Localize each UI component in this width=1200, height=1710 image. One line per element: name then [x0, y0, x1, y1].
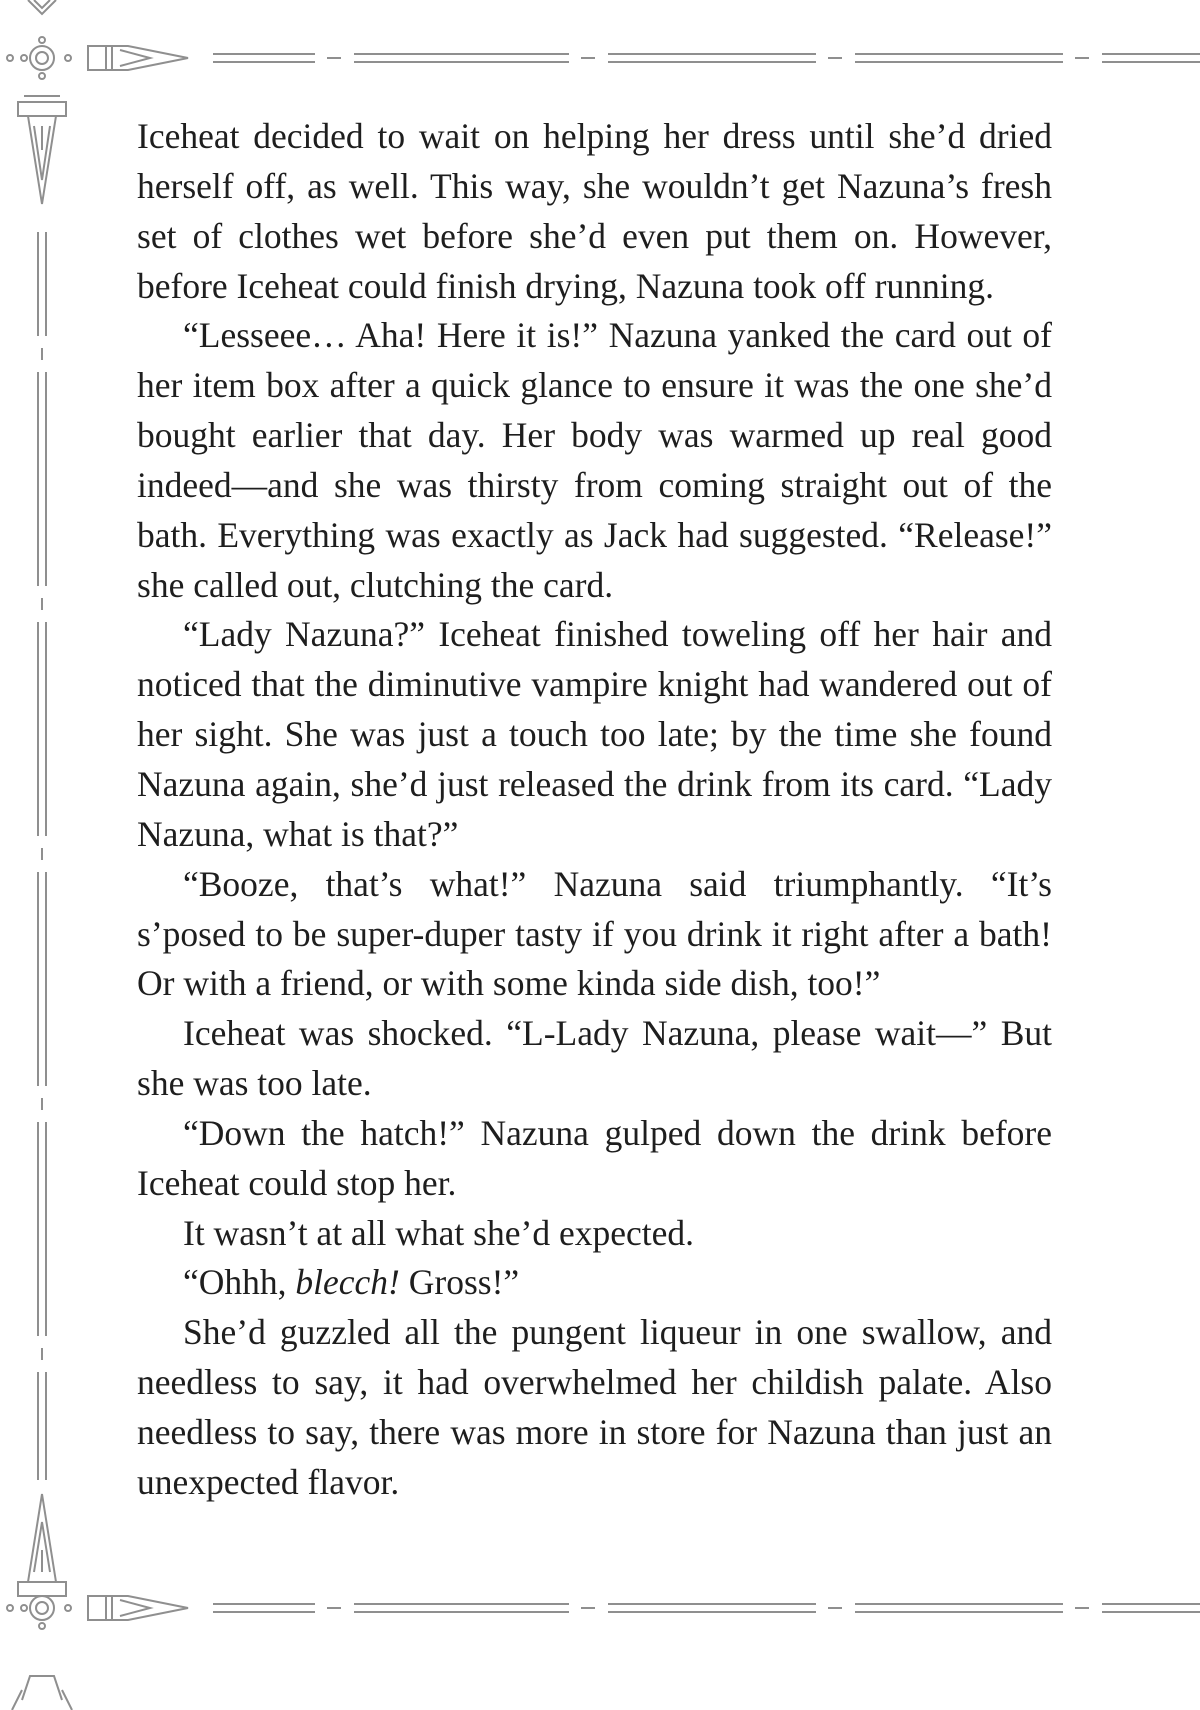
- paragraph: “Booze, that’s what!” Nazuna said triumphantly. “It’s s’posed to be super-duper tasty if you drink it right after a bath! Or with a friend, or with some kinda side dish, too!”: [137, 863, 1052, 1004]
- emphasized-word: blecch!: [295, 1262, 400, 1303]
- paragraph: “Lady Nazuna?” Iceheat finished toweling off her hair and noticed that the diminutive vampire knight had wandered out of her sight. She was just a touch too late; by the time she found Nazuna again, she’d just released the drink from its card. “Lady Nazuna, what is that?”: [137, 614, 1052, 854]
- bottom-left-ornament: [7, 1494, 188, 1710]
- paragraph: [137, 1258, 1052, 1308]
- paragraph: She’d guzzled all the pungent liqueur in one swallow, and needless to say, it had overwhelmed her childish palate. Also needless to say, there was more in store for Nazuna than just an unexpected flavor.: [137, 1312, 1052, 1502]
- paragraph: “Lesseee… Aha! Here it is!” Nazuna yanked the card out of her item box after a quick glance to ensure it was the one she’d bought earlier that day. Her body was warmed up real good indeed—and she was thirsty from coming straight out of the bath. Everything was exactly as Jack had suggested. “Release!” she called out, clutching the card.: [137, 315, 1052, 605]
- left-border-line: [38, 232, 46, 1480]
- bottom-border-line: [213, 1604, 1200, 1612]
- dialogue-end: Gross!”: [399, 1262, 520, 1303]
- top-border-line: [213, 54, 1200, 62]
- dialogue-start: “Ohhh,: [183, 1262, 296, 1303]
- paragraph: It wasn’t at all what she’d expected.: [183, 1212, 694, 1253]
- body-text: [137, 112, 1052, 1508]
- paragraph: Iceheat decided to wait on helping her dress until she’d dried herself off, as well. This way, she wouldn’t get Nazuna’s fresh set of clothes wet before she’d even put them on. However, before Iceheat could finish drying, Nazuna took off running.: [137, 116, 1052, 306]
- paragraph: Iceheat was shocked. “L-Lady Nazuna, please wait—” But she was too late.: [137, 1013, 1052, 1104]
- paragraph: “Down the hatch!” Nazuna gulped down the drink before Iceheat could stop her.: [137, 1112, 1052, 1203]
